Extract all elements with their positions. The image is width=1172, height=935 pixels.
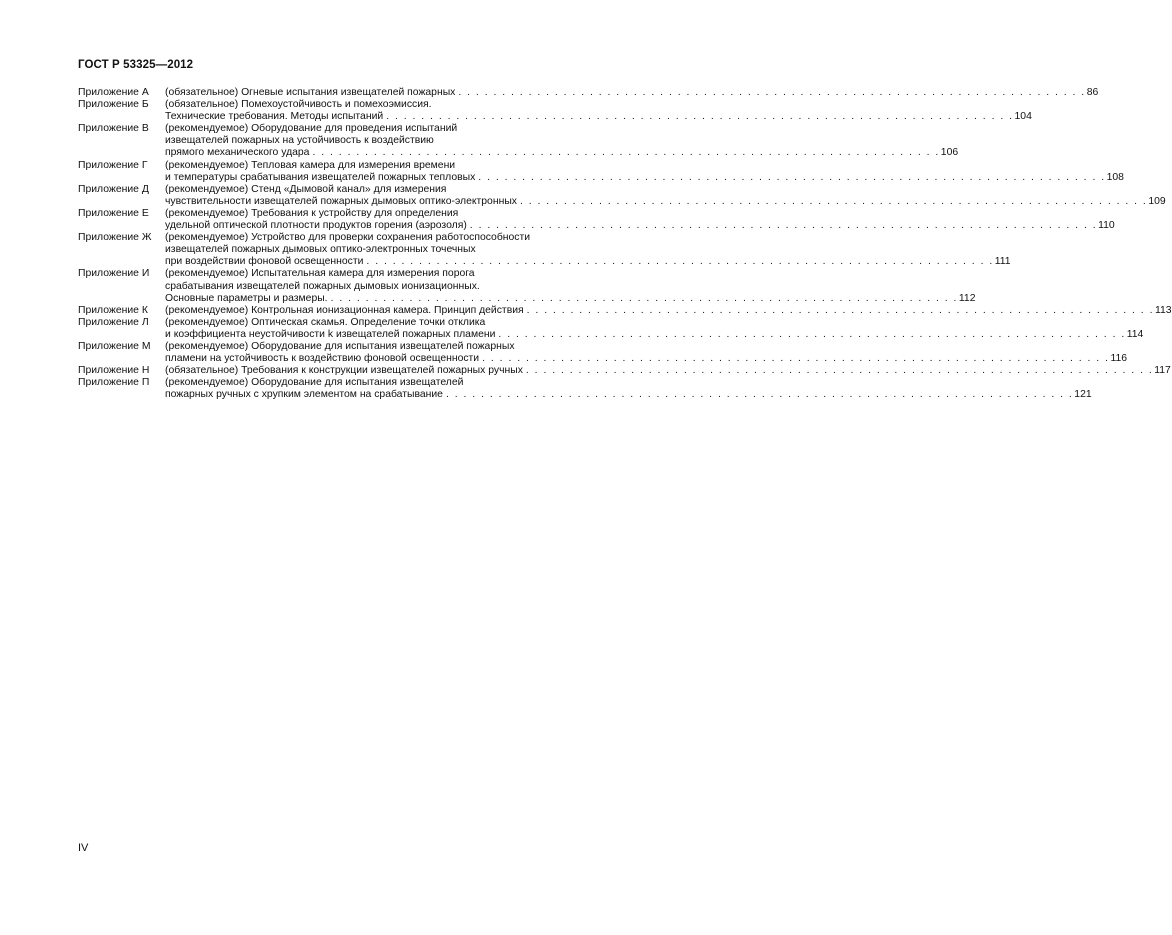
- toc-entry-line: (рекомендуемое) Требования к устройству для определения: [165, 207, 459, 219]
- dot-leader: . . . . . . . . . . . . . . . . . . . . . . . . . . . . . . . . . . . . . . . . . . . . . . . . . . . . . . . . . . . . . . . . . . . . . . . .: [498, 328, 1126, 340]
- toc-entry-line-text: (обязательное) Требования к конструкции извещателей пожарных ручных: [165, 365, 523, 377]
- toc-entry-page: 113: [1154, 304, 1172, 316]
- toc-entry-page: 109: [1148, 195, 1166, 207]
- dot-leader: . . . . . . . . . . . . . . . . . . . . . . . . . . . . . . . . . . . . . . . . . . . . . . . . . . . . . . . . . . . . . . . . . . . . . . . .: [478, 171, 1106, 183]
- toc-entry[interactable]: [78, 304, 1172, 317]
- toc-entry[interactable]: [78, 159, 1124, 184]
- dot-leader: . . . . . . . . . . . . . . . . . . . . . . . . . . . . . . . . . . . . . . . . . . . . . . . . . . . . . . . . . . . . . . . . . . . . . . . .: [458, 87, 1086, 98]
- toc-entry-label: Приложение М: [78, 340, 151, 352]
- toc-entry-line: [165, 365, 1171, 377]
- toc-entry-line: [165, 171, 1124, 184]
- toc-entry[interactable]: [78, 99, 1032, 123]
- toc-entry-text: [165, 87, 1099, 99]
- toc-entry[interactable]: [78, 377, 1092, 401]
- toc-entry-text: [165, 340, 1128, 365]
- toc-entry-label: Приложение К: [78, 304, 148, 316]
- toc-entry-text: [165, 232, 1011, 268]
- toc-entry-text: [165, 99, 1032, 123]
- toc-entry-line: (рекомендуемое) Оборудование для испытания извещателей пожарных: [165, 340, 515, 352]
- toc-entry-line: [165, 292, 976, 305]
- toc-entry-line: (рекомендуемое) Устройство для проверки сохранения работоспособности: [165, 232, 531, 244]
- toc-entry-line-text: пламени на устойчивость к воздействию фоновой освещенности: [165, 353, 480, 365]
- toc-entry-line-text: удельной оптической плотности продуктов горения (аэрозоля): [165, 220, 467, 232]
- toc-entry-text: [165, 365, 1171, 377]
- toc-entry-page: 108: [1106, 171, 1124, 183]
- toc-entry-label: Приложение П: [78, 377, 150, 389]
- toc-entry-line-text: (обязательное) Огневые испытания извещателей пожарных: [165, 87, 456, 98]
- toc-entry-label: Приложение И: [78, 268, 150, 280]
- toc-entry-text: [165, 183, 1166, 208]
- toc-entry-line-text: при воздействии фоновой освещенности: [165, 256, 364, 268]
- toc-entry-line: (рекомендуемое) Стенд «Дымовой канал» для измерения: [165, 183, 447, 195]
- toc-entry-line-text: Технические требования. Методы испытаний: [165, 111, 384, 123]
- toc-entry-line: [165, 389, 1092, 401]
- toc-entry-text: [165, 159, 1124, 184]
- toc-entry-text: [165, 316, 1144, 341]
- toc-entry-line-text: и температуры срабатывания извещателей пожарных тепловых: [165, 171, 476, 183]
- toc-entry[interactable]: [78, 316, 1144, 341]
- toc-entry-text: [165, 268, 976, 304]
- toc-entry-label: Приложение Г: [78, 159, 148, 171]
- toc-entry-page: 117: [1154, 365, 1171, 377]
- toc-entry-label: Приложение Б: [78, 99, 149, 111]
- dot-leader: . . . . . . . . . . . . . . . . . . . . . . . . . . . . . . . . . . . . . . . . . . . . . . . . . . . . . . . . . . . . . . . . . . . . . . . .: [525, 365, 1154, 377]
- toc-entry-line: [165, 256, 1011, 268]
- toc-entry-page: 111: [994, 256, 1011, 268]
- toc-entry-line: (рекомендуемое) Оптическая скамья. Определение точки отклика: [165, 316, 486, 328]
- toc-entry[interactable]: [78, 207, 1115, 232]
- toc-entry-line-text: пожарных ручных с хрупким элементом на срабатывание: [165, 389, 443, 401]
- toc-entry-page: 104: [1014, 111, 1032, 123]
- toc-entry-line-text: чувствительности извещателей пожарных дымовых оптико-электронных: [165, 195, 517, 207]
- toc-entry-line: [165, 87, 1099, 99]
- toc-entry-line: [165, 328, 1144, 341]
- dot-leader: . . . . . . . . . . . . . . . . . . . . . . . . . . . . . . . . . . . . . . . . . . . . . . . . . . . . . . . . . . . . . . . . . . . . . . . .: [366, 256, 994, 268]
- dot-leader: . . . . . . . . . . . . . . . . . . . . . . . . . . . . . . . . . . . . . . . . . . . . . . . . . . . . . . . . . . . . . . . . . . . . . . . .: [526, 304, 1154, 316]
- toc-entry-line: [165, 195, 1166, 208]
- dot-leader: . . . . . . . . . . . . . . . . . . . . . . . . . . . . . . . . . . . . . . . . . . . . . . . . . . . . . . . . . . . . . . . . . . . . . . . .: [312, 147, 940, 159]
- document-title: ГОСТ Р 53325—2012: [78, 59, 194, 71]
- toc-entry[interactable]: [78, 365, 1171, 377]
- toc-entry-line-text: прямого механического удара: [165, 147, 310, 159]
- toc-entry-line: [165, 220, 1115, 232]
- toc-entry-label: Приложение Е: [78, 207, 149, 219]
- toc-entry-text: [165, 304, 1172, 317]
- toc-entry-line: извещателей пожарных на устойчивость к воздействию: [165, 135, 434, 147]
- toc-entry-line: извещателей пожарных дымовых оптико-электронных точечных: [165, 244, 476, 256]
- page-number: IV: [78, 842, 89, 854]
- dot-leader: . . . . . . . . . . . . . . . . . . . . . . . . . . . . . . . . . . . . . . . . . . . . . . . . . . . . . . . . . . . . . . . . . . . . . . . .: [469, 220, 1098, 232]
- toc-entry-page: 106: [940, 147, 959, 159]
- toc-entry-line: [165, 111, 1032, 123]
- toc-entry-label: Приложение А: [78, 87, 149, 98]
- toc-entry-page: 121: [1074, 389, 1092, 401]
- toc-entry-text: [165, 377, 1092, 401]
- toc-entry-label: Приложение Ж: [78, 232, 152, 244]
- toc-entry-line-text: Основные параметры и размеры.: [165, 292, 328, 304]
- toc-entry-line: (рекомендуемое) Испытательная камера для измерения порога: [165, 268, 475, 280]
- toc-entry-line: [165, 353, 1128, 365]
- toc-entry-line-text: (рекомендуемое) Контрольная ионизационная камера. Принцип действия: [165, 304, 524, 316]
- toc-entry-page: 114: [1126, 328, 1144, 340]
- toc-entry-line: срабатывания извещателей пожарных дымовых ионизационных.: [165, 280, 480, 292]
- toc-entry-line: (рекомендуемое) Тепловая камера для измерения времени: [165, 159, 456, 171]
- dot-leader: . . . . . . . . . . . . . . . . . . . . . . . . . . . . . . . . . . . . . . . . . . . . . . . . . . . . . . . . . . . . . . . . . . . . . . . .: [330, 292, 958, 304]
- toc-entry-label: Приложение Н: [78, 365, 150, 377]
- toc-entry-line: [165, 304, 1172, 317]
- table-of-contents: [78, 87, 1172, 401]
- toc-entry-page: 112: [958, 292, 976, 304]
- toc-entry[interactable]: [78, 123, 959, 159]
- toc-entry-label: Приложение В: [78, 123, 149, 135]
- toc-entry-page: 110: [1098, 220, 1115, 232]
- toc-entry-line: (рекомендуемое) Оборудование для проведения испытаний: [165, 123, 458, 135]
- toc-entry-line: [165, 147, 959, 159]
- dot-leader: . . . . . . . . . . . . . . . . . . . . . . . . . . . . . . . . . . . . . . . . . . . . . . . . . . . . . . . . . . . . . . . . . . . . . . . .: [482, 353, 1110, 365]
- dot-leader: . . . . . . . . . . . . . . . . . . . . . . . . . . . . . . . . . . . . . . . . . . . . . . . . . . . . . . . . . . . . . . . . . . . . . . . .: [445, 389, 1074, 401]
- toc-entry[interactable]: [78, 232, 1011, 268]
- toc-entry-page: 86: [1086, 87, 1099, 98]
- toc-entry-line: (рекомендуемое) Оборудование для испытания извещателей: [165, 377, 464, 389]
- toc-entry-line: (обязательное) Помехоустойчивость и помехоэмиссия.: [165, 99, 432, 111]
- dot-leader: . . . . . . . . . . . . . . . . . . . . . . . . . . . . . . . . . . . . . . . . . . . . . . . . . . . . . . . . . . . . . . . . . . . . . . . .: [386, 111, 1014, 123]
- toc-entry[interactable]: [78, 268, 976, 304]
- toc-entry-text: [165, 123, 959, 159]
- toc-entry-page: 116: [1110, 353, 1128, 365]
- toc-entry[interactable]: [78, 87, 1099, 99]
- dot-leader: . . . . . . . . . . . . . . . . . . . . . . . . . . . . . . . . . . . . . . . . . . . . . . . . . . . . . . . . . . . . . . . . . . . . . . . .: [519, 195, 1148, 207]
- toc-entry-text: [165, 207, 1115, 232]
- toc-entry-label: Приложение Л: [78, 316, 149, 328]
- toc-entry[interactable]: [78, 183, 1166, 208]
- toc-entry[interactable]: [78, 340, 1128, 365]
- toc-entry-label: Приложение Д: [78, 183, 149, 195]
- toc-entry-line-text: и коэффициента неустойчивости k извещателей пожарных пламени: [165, 328, 496, 340]
